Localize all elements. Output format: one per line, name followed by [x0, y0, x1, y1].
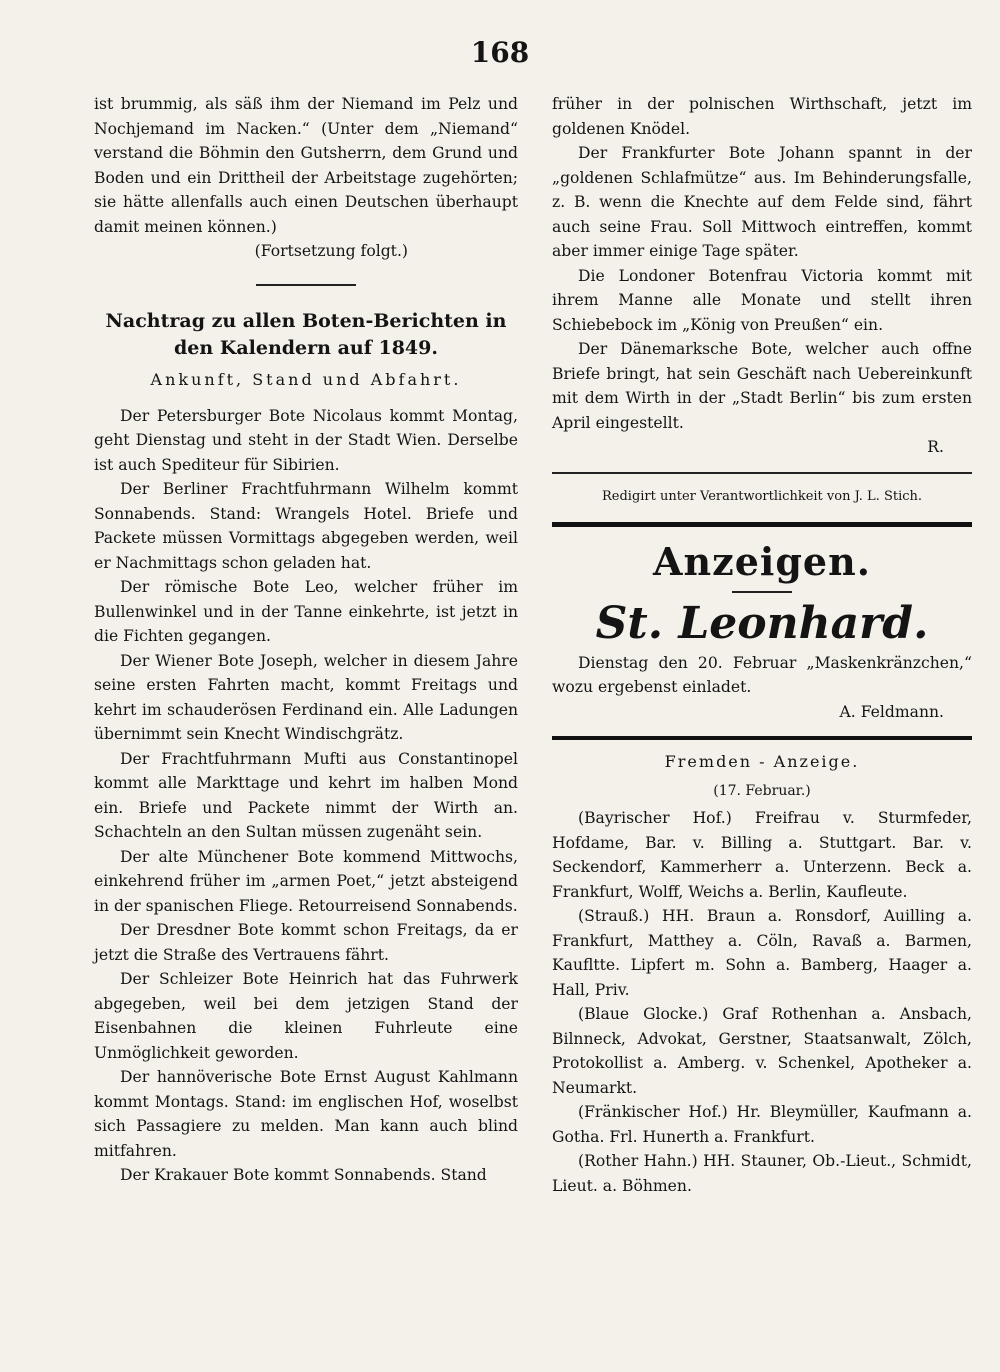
section-title-line-2: den Kalendern auf 1849.	[174, 336, 438, 359]
report-paragraph: Der Petersburger Bote Nicolaus kommt Montag, geht Dienstag und steht in der Stadt Wien. Derselbe ist auch Spediteur für Sibirien.	[94, 406, 518, 474]
ad-text: Dienstag den 20. Februar „Maskenkränzchen,“ wozu ergebenst einladet.	[552, 653, 972, 696]
continuation-note: (Fortsetzung folgt.)	[254, 242, 408, 260]
report-paragraph: Der Frankfurter Bote Johann spannt in der „goldenen Schlafmütze“ aus. Im Behinderungsfalle, z. B. wenn die Knechte auf dem Felde sind, fährt auch seine Frau. Soll Mittwoch eintreffen, kommt aber immer einige Tage später.	[552, 144, 972, 260]
report-paragraph: Der Berliner Frachtfuhrmann Wilhelm kommt Sonnabends. Stand: Wrangels Hotel. Briefe und Packete müssen Vormittags abgegeben werden, weil er Nachmittags schon geladen hat.	[94, 480, 518, 572]
fremden-title: Fremden - Anzeige.	[664, 752, 860, 771]
fremden-entry: (Rother Hahn.) HH. Stauner, Ob.-Lieut., Schmidt, Lieut. a. Böhmen.	[552, 1152, 972, 1195]
left-column	[94, 92, 518, 1188]
ad-heading: St. Leonhard.	[595, 597, 929, 649]
report-paragraph: Der hannöverische Bote Ernst August Kahlmann kommt Montags. Stand: im englischen Hof, woselbst sich Passagiere zu melden. Man kann auch blind mitfahren.	[94, 1068, 518, 1160]
report-paragraph: Der Dresdner Bote kommt schon Freitags, da er jetzt die Straße des Vertrauens fährt.	[94, 921, 518, 964]
ads-title: Anzeigen.	[653, 538, 871, 584]
report-paragraph: Der römische Bote Leo, welcher früher im Bullenwinkel und in der Tanne einkehrte, ist jetzt in die Fichten gegangen.	[94, 578, 518, 645]
fremden-entry: (Blaue Glocke.) Graf Rothenhan a. Ansbach, Bilnneck, Advokat, Gerstner, Staatsanwalt, Zölch, Protokollist a. Amberg. v. Schenkel, Apotheker a. Neumarkt.	[552, 1005, 972, 1097]
right-column	[552, 92, 972, 1198]
report-paragraph: Der Frachtfuhrmann Mufti aus Constantinopel kommt alle Markttage und kehrt im halben Mond ein. Briefe und Packete nimmt der Wirth an. Schachteln an den Sultan müssen zugenäht sein.	[94, 749, 518, 841]
editor-divider	[552, 472, 972, 474]
fremden-entry: (Fränkischer Hof.) Hr. Bleymüller, Kaufmann a. Gotha. Frl. Hunerth a. Frankfurt.	[552, 1103, 972, 1146]
report-paragraph: Der Krakauer Bote kommt Sonnabends. Stand	[120, 1166, 487, 1184]
article-signature: R.	[927, 438, 944, 456]
report-paragraph: Der Dänemarksche Bote, welcher auch offne Briefe bringt, hat sein Geschäft nach Uebereinkunft mit dem Wirth in der „Stadt Berlin“ bis zum ersten April eingestellt.	[552, 340, 972, 432]
ad-signature: A. Feldmann.	[839, 702, 944, 721]
report-paragraph: Der alte Münchener Bote kommend Mittwochs, einkehrend früher im „armen Poet,“ jetzt absteigend in der spanischen Fliege. Retourreisend Sonnabends.	[94, 847, 518, 915]
ads-title-rule	[732, 591, 792, 593]
fremden-entry: (Bayrischer Hof.) Freifrau v. Sturmfeder, Hofdame, Bar. v. Billing a. Stuttgart. Bar. v. Seckendorf, Kammerherr a. Unterzenn. Beck a. Frankfurt, Wolff, Weichs a. Berlin, Kaufleute.	[552, 809, 972, 901]
continued-paragraph: früher in der polnischen Wirthschaft, jetzt im goldenen Knödel.	[552, 95, 972, 138]
editor-line: Redigirt unter Verantwortlichkeit von J. L. Stich.	[601, 488, 923, 504]
ads-divider	[552, 522, 972, 527]
intro-paragraph: ist brummig, als säß ihm der Niemand im Pelz und Nochjemand im Nacken.“ (Unter dem „Niemand“ verstand die Böhmin den Gutsherrn, dem Grund und Boden und ein Drittheil der Arbeitstage zugehörten; sie hätte allenfalls auch einen Deutschen überhaupt damit meinen können.)	[94, 95, 518, 236]
report-paragraph: Der Schleizer Bote Heinrich hat das Fuhrwerk abgegeben, weil bei dem jetzigen Stand der Eisenbahnen die kleinen Fuhrleute eine Unmöglichkeit geworden.	[94, 970, 518, 1062]
fremden-date: (17. Februar.)	[713, 783, 811, 799]
page-number: 168	[470, 36, 530, 69]
fremden-divider	[552, 736, 972, 740]
section-title-line-1: Nachtrag zu allen Boten-Berichten in	[105, 309, 507, 332]
report-paragraph: Die Londoner Botenfrau Victoria kommt mit ihrem Manne alle Monate und stellt ihren Schiebebock im „König von Preußen“ ein.	[552, 266, 972, 334]
fremden-entry: (Strauß.) HH. Braun a. Ronsdorf, Auilling a. Frankfurt, Matthey a. Cöln, Ravaß a. Barmen, Kaufltte. Lipfert m. Sohn a. Bamberg, Haager a. Hall, Priv.	[552, 907, 972, 999]
report-paragraph: Der Wiener Bote Joseph, welcher in diesem Jahre seine ersten Fahrten macht, kommt Freitags und kehrt im schauderösen Ferdinand ein. Alle Ladungen übernimmt sein Knecht Windischgrätz.	[94, 651, 518, 743]
section-divider	[256, 284, 356, 286]
section-subheading: Ankunft, Stand und Abfahrt.	[150, 369, 462, 389]
